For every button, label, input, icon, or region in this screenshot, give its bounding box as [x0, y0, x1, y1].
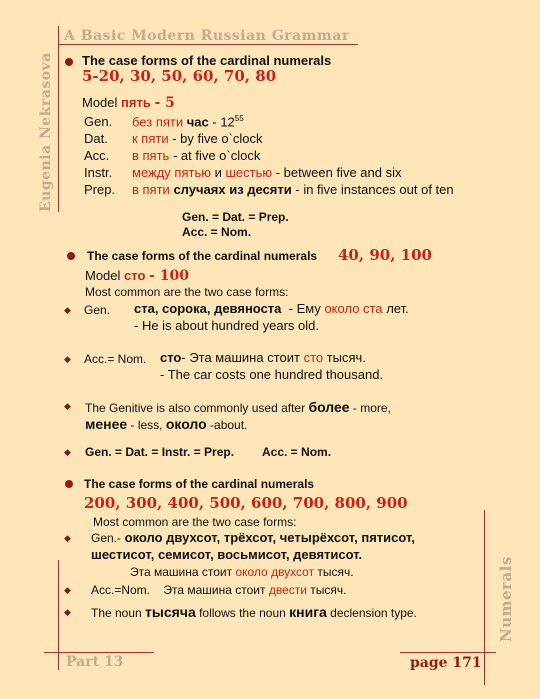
section2-model [85, 268, 189, 284]
section2-acc-translation: - The car costs one hundred thousand. [160, 367, 384, 382]
section3-numbers: 200, 300, 400, 500, 600, 700, 800, 900 [84, 494, 408, 512]
header-title: A Basic Modern Russian Grammar [64, 28, 350, 44]
genitive-bold3: около [165, 416, 207, 432]
gen-rest: - 12 [208, 114, 235, 130]
case-example-dat [132, 131, 263, 146]
dat-red: к пяти [132, 131, 169, 146]
section2-numbers: 40, 90, 100 [338, 246, 432, 264]
noun-c: declension type. [326, 606, 417, 620]
model2-word: сто [124, 268, 146, 283]
section1-numbers: 5-20, 30, 50, 60, 70, 80 [82, 67, 277, 85]
section1-equation-1: Gen. = Dat. = Prep. [182, 210, 289, 224]
genitive-c: - less, [127, 418, 166, 432]
section2-acc-bullet: ◆ [64, 354, 71, 364]
section2-bullet [67, 252, 75, 260]
section1-model [82, 95, 175, 111]
section1-equation-2: Acc. = Nom. [182, 225, 252, 239]
s3-gen-ex-a: Эта машина стоит [130, 565, 236, 579]
model-num: - 5 [154, 95, 175, 111]
section2-genitive-note-1 [85, 399, 391, 415]
section2-genitive-note-2 [85, 416, 247, 432]
author-name: Eugenia Nekrasova [38, 52, 54, 212]
section2-common: Most common are the two case forms: [85, 285, 289, 299]
genitive-a: The Genitive is also commonly used after [85, 401, 309, 415]
case-label-gen: Gen. [84, 114, 113, 129]
gen-ex-b: лет. [382, 301, 409, 316]
section2-gen-translation: - He is about hundred years old. [134, 318, 319, 333]
s3-acc-ex-b: тысяч. [306, 583, 347, 597]
case-label-acc: Acc. [84, 148, 110, 163]
section3-heading: The case forms of the cardinal numerals [84, 477, 315, 491]
gen-black: час [186, 114, 209, 130]
dat-rest: - by five o`clock [168, 131, 263, 146]
case-label-dat: Dat. [84, 131, 108, 146]
footer-page-number: page 171 [410, 655, 482, 671]
section-label-numerals: Numerals [497, 556, 515, 642]
section2-gen-example [134, 301, 409, 316]
instr-rest: - between five and six [272, 165, 402, 180]
model-label: Model [82, 95, 118, 110]
genitive-d: -about. [206, 418, 248, 432]
gen-ex-red: около ста [324, 301, 383, 316]
noun-b: follows the noun [195, 606, 290, 620]
section2-acc-label: Acc.= Nom. [84, 352, 147, 366]
section2-genitive-bullet: ◆ [64, 401, 71, 411]
footer-rule-right [400, 652, 496, 653]
right-rule [484, 510, 485, 685]
section3-acc-bullet: ◆ [64, 585, 71, 595]
section3-noun-note [91, 604, 417, 620]
prep-red: в пяти [132, 182, 170, 197]
model-word: пять [121, 95, 151, 110]
footer-part: Part 13 [66, 654, 124, 670]
section3-noun-bullet: ◆ [64, 607, 71, 617]
section3-acc-line [91, 583, 346, 597]
s3-gen-words1: около двухсот, трёхсот, четырёхсот, пятисот, [121, 530, 415, 545]
acc-rest: - at five o`clock [169, 148, 261, 163]
s3-gen-ex-b: тысяч. [314, 565, 354, 579]
genitive-bold1: более [308, 399, 350, 415]
section2-gen-label: Gen. [84, 303, 111, 317]
section3-gen-line-2: шестисот, семисот, восьмисот, девятисот. [91, 547, 363, 562]
s3-acc-label: Acc.=Nom. [91, 583, 151, 597]
case-example-prep [132, 182, 454, 197]
instr-red: между пятью [132, 165, 211, 180]
case-example-acc [132, 148, 260, 163]
footer-rule-left [44, 652, 154, 653]
section3-bullet [65, 480, 73, 488]
section2-equation: Gen. = Dat. = Instr. = Prep. [85, 445, 235, 459]
model2-label: Model [85, 268, 121, 283]
prep-black: случаях из десяти [173, 182, 292, 197]
section1-heading: The case forms of the cardinal numerals [82, 53, 332, 68]
case-label-prep: Prep. [84, 182, 116, 197]
section3-gen-line-1 [91, 530, 415, 545]
section2-gen-bullet: ◆ [64, 305, 71, 315]
genitive-b: - more, [349, 401, 391, 415]
s3-acc-ex-a: Эта машина стоит [163, 583, 269, 597]
gen-words: ста, сорока, девяноста [134, 301, 282, 316]
instr-red2: шестью [225, 165, 273, 180]
prep-rest: - in five instances out of ten [291, 182, 454, 197]
gen-ex-a: - Ему [288, 301, 325, 316]
case-example-gen [132, 114, 244, 129]
gen-sup: 55 [234, 114, 244, 123]
left-rule [58, 26, 59, 212]
acc-ex-red: сто [303, 350, 324, 365]
instr-mid: и [210, 165, 226, 180]
acc-word: сто [160, 350, 182, 365]
acc-ex-a: - Эта машина стоит [181, 350, 304, 365]
header-rule [58, 44, 358, 45]
acc-red: в пять [132, 148, 170, 163]
model2-num: - 100 [149, 268, 189, 284]
s3-gen-label: Gen.- [91, 531, 122, 545]
acc-ex-b: тысяч. [323, 350, 366, 365]
case-label-instr: Instr. [84, 165, 113, 180]
case-example-instr [132, 165, 401, 180]
noun-a: The noun [91, 606, 146, 620]
footer-left-rule [58, 560, 59, 670]
noun-bold1: тысяча [145, 604, 196, 620]
s3-gen-ex-red: около двухсот [235, 565, 315, 579]
s3-acc-ex-red: двести [268, 583, 307, 597]
section2-eq-bullet: ◆ [64, 447, 71, 457]
section2-acc-example [160, 350, 366, 365]
section3-gen-example [130, 565, 354, 579]
section3-gen-bullet: ◆ [64, 533, 71, 543]
section2-heading: The case forms of the cardinal numerals [87, 249, 318, 263]
section1-bullet [65, 58, 73, 66]
section3-common: Most common are the two case forms: [93, 515, 297, 529]
noun-bold2: книга [289, 604, 327, 620]
section2-equation-2: Acc. = Nom. [262, 445, 332, 459]
genitive-bold2: менее [85, 416, 128, 432]
gen-red: без пяти [132, 114, 184, 130]
